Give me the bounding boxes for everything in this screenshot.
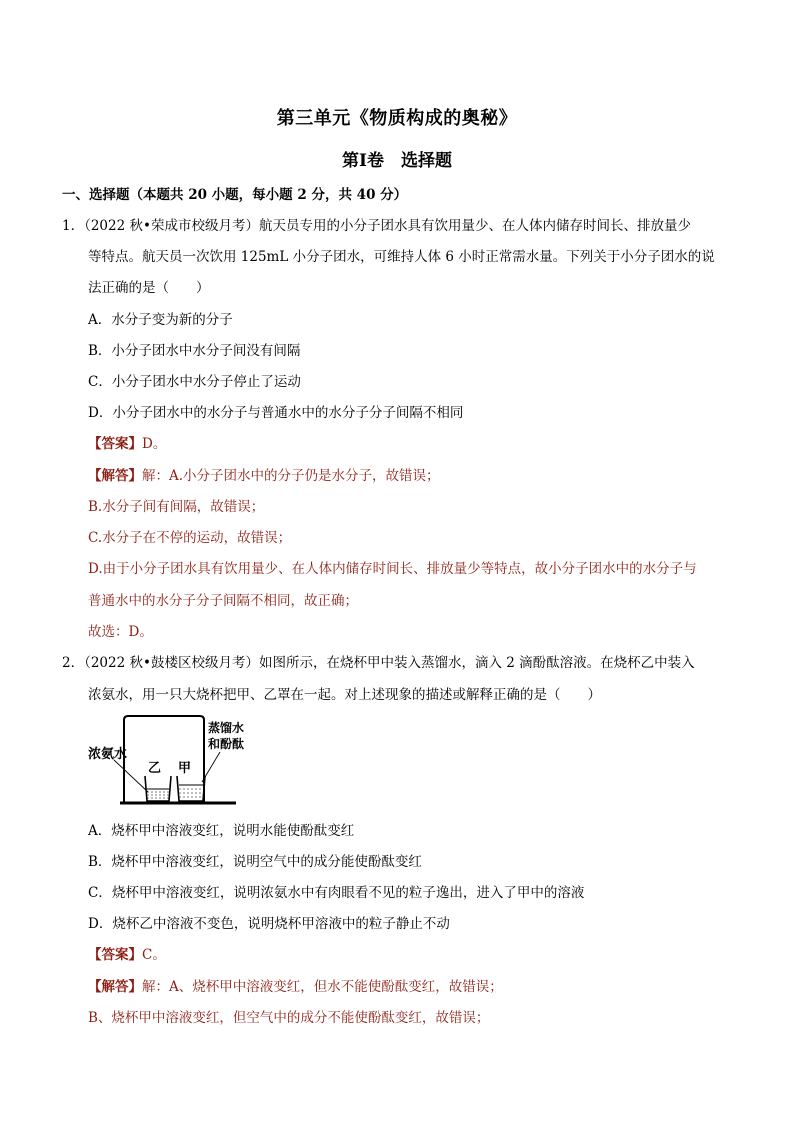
q1-option-d: D．小分子团水中的水分子与普通水中的水分子分子间隔不相同 (88, 405, 464, 421)
large-beaker (124, 716, 204, 803)
section-heading: 一、选择题（本题共 20 小题，每小题 2 分，共 40 分） (62, 187, 408, 203)
q1-analysis-line-1 (88, 467, 440, 485)
label-beaker-a: 甲 (178, 761, 192, 776)
q1-analysis-line-2: B.水分子间有间隔，故错误； (88, 499, 265, 515)
page-subtitle: 第Ⅰ卷 选择题 (342, 151, 452, 171)
analysis-text: 解：A.小分子团水中的分子仍是水分子，故错误； (142, 468, 440, 484)
q1-analysis-line-4: D.由于小分子团水具有饮用量少、在人体内储存时间长、排放量少等特点，故小分子团水中的水分子与 (88, 561, 697, 577)
q2-answer (88, 946, 166, 964)
q2-option-c: C．烧杯甲中溶液变红，说明浓氨水中有肉眼看不见的粒子逸出，进入了甲中的溶液 (88, 885, 585, 901)
q1-option-c: C．小分子团水中水分子停止了运动 (88, 374, 301, 390)
q2-option-a: A．烧杯甲中溶液变红，说明水能使酚酞变红 (88, 823, 355, 839)
q1-analysis-line-5: 普通水中的水分子分子间隔不相同，故正确； (88, 593, 358, 609)
q2-option-b: B．烧杯甲中溶液变红，说明空气中的成分能使酚酞变红 (88, 854, 422, 870)
label-phenolphthalein: 和酚酞 (208, 737, 245, 751)
q2-stem-line-2: 浓氨水，用一只大烧杯把甲、乙罩在一起。对上述现象的描述或解释正确的是（ ） (88, 687, 601, 703)
page-title: 第三单元《物质构成的奥秘》 (276, 108, 518, 129)
q1-stem-line-2: 等特点。航天员一次饮用 125mL 小分子团水，可维持人体 6 小时正常需水量。下列关于小分子团水的说 (88, 249, 715, 265)
q2-stem-line-1: 2．（2022 秋•鼓楼区校级月考）如图所示，在烧杯甲中装入蒸馏水，滴入 2 滴酚酞溶液。在烧杯乙中装入 (62, 655, 695, 671)
q1-answer (88, 435, 166, 453)
analysis-tag: 【解答】 (88, 468, 142, 484)
answer-value: C。 (142, 947, 166, 963)
answer-tag: 【答案】 (88, 436, 142, 452)
answer-tag: 【答案】 (88, 947, 142, 963)
q1-conclusion: 故选：D。 (88, 624, 153, 640)
q1-stem-line-1: 1．（2022 秋•荣成市校级月考）航天员专用的小分子团水具有饮用量少、在人体内储存时间长、排放量少 (62, 218, 691, 234)
q1-option-b: B．小分子团水中水分子间没有间隔 (88, 343, 301, 359)
q2-analysis-line-1 (88, 978, 503, 996)
analysis-text: 解：A、烧杯甲中溶液变红，但水不能使酚酞变红，故错误； (142, 979, 503, 995)
answer-value: D。 (142, 436, 167, 452)
label-beaker-b: 乙 (148, 761, 162, 776)
beaker-diagram (88, 712, 248, 808)
label-ammonia: 浓氨水 (88, 747, 128, 762)
q2-analysis-line-2: B、烧杯甲中溶液变红，但空气中的成分不能使酚酞变红，故错误； (88, 1010, 490, 1026)
q2-option-d: D．烧杯乙中溶液不变色，说明烧杯甲溶液中的粒子静止不动 (88, 916, 450, 932)
leader-left (114, 760, 148, 792)
analysis-tag: 【解答】 (88, 979, 142, 995)
label-water: 蒸馏水 (208, 721, 245, 735)
q1-option-a: A．水分子变为新的分子 (88, 312, 233, 328)
q1-stem-line-3: 法正确的是（ ） (88, 280, 210, 296)
q1-analysis-line-3: C.水分子在不停的运动，故错误； (88, 530, 292, 546)
